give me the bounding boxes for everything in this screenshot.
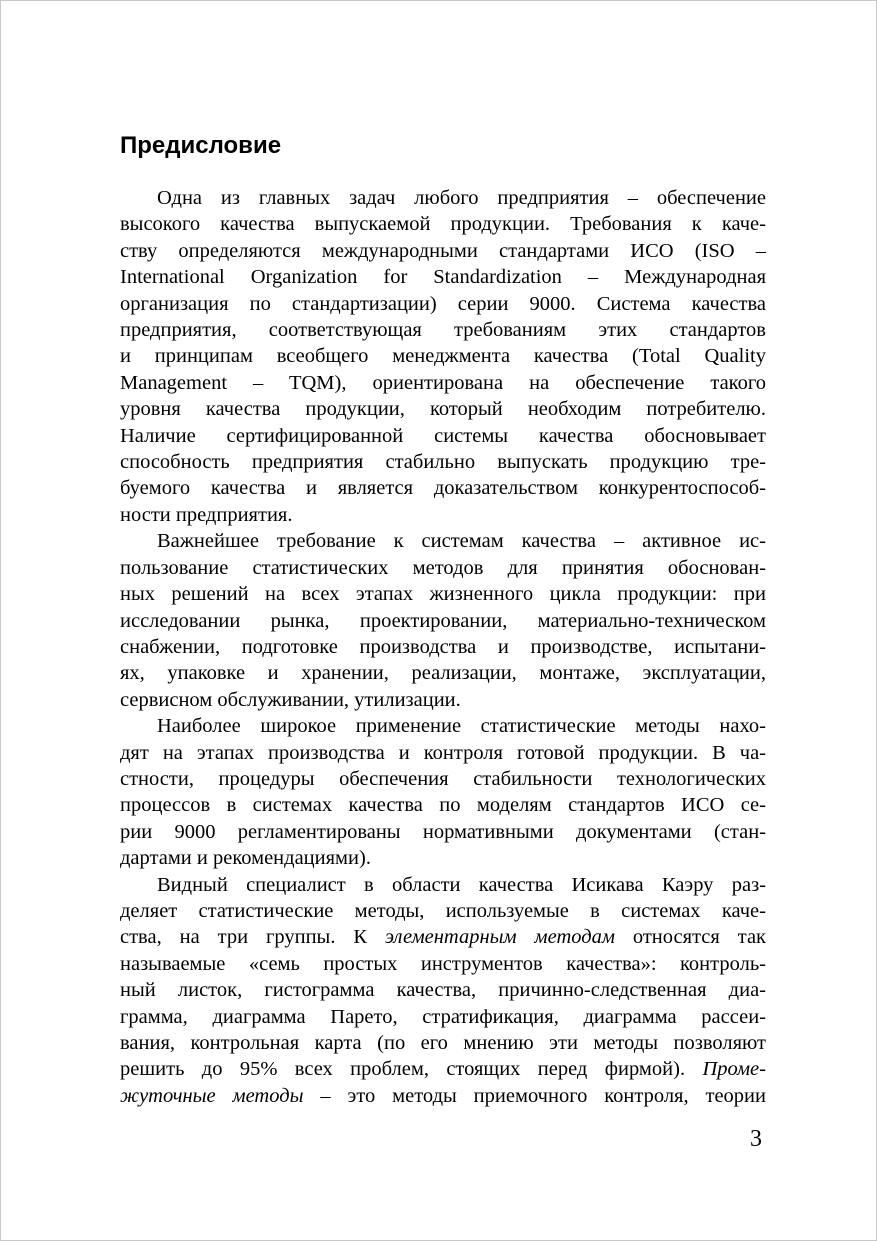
text-line: Важнейшее требование к системам качества – активное ис- [157,530,766,553]
text-line: жуточные методы – это методы приемочного контроля, теории [120,1084,767,1107]
text-line: ях, упаковке и хранении, реализации, монтаже, эксплуатации, [120,662,766,685]
paragraph [120,872,766,1110]
text-line: пользование статистических методов для принятия обоснован- [120,556,766,579]
italic-term: жуточные методы [120,1084,304,1107]
text-line: способность предприятия стабильно выпускать продукцию тре- [120,451,766,474]
page-number: 3 [750,1126,762,1152]
italic-term: Проме- [702,1058,766,1081]
text-line: сервисном обслуживании, утилизации. [120,688,461,711]
text-line: организация по стандартизации) серии 9000. Система качества [120,292,766,315]
text-line: исследовании рынка, проектировании, материально-техническом [120,609,766,632]
text-line: называемые «семь простых инструментов качества»: контроль- [120,952,766,975]
text-line: грамма, диаграмма Парето, стратификация, диаграмма рассеи- [120,1005,766,1028]
text-line: ный листок, гистограмма качества, причинно-следственная диа- [120,979,766,1002]
text-line: рии 9000 регламентированы нормативными документами (стан- [120,820,766,843]
text-line: Наиболее широкое применение статистические методы нахо- [157,715,766,738]
body-text [120,185,766,1109]
text-line: ства, на три группы. К элементарным методам относятся так [120,926,766,949]
text-line: стности, процедуры обеспечения стабильности технологических [120,767,766,790]
text-line: International Organization for Standardization – Международная [120,266,766,289]
paragraph [120,713,766,871]
text-line: ству определяются международными стандартами ИСО (ISO – [120,239,766,262]
text-line: высокого качества выпускаемой продукции. Требования к каче- [120,213,766,236]
text-line: снабжении, подготовке производства и производстве, испытани- [120,635,766,658]
text-line: ных решений на всех этапах жизненного цикла продукции: при [120,583,766,606]
italic-term: элементарным методам [385,926,615,949]
section-heading: Предисловие [120,132,282,159]
text-line: Видный специалист в области качества Исикава Каэру раз- [157,873,766,896]
text-line: уровня качества продукции, который необходим потребителю. [120,398,766,421]
text-line: Наличие сертифицированной системы качества обосновывает [120,424,766,447]
text-line: ности предприятия. [120,503,293,526]
text-line: буемого качества и является доказательством конкурентоспособ- [120,477,766,500]
text-line: дят на этапах производства и контроля готовой продукции. В ча- [120,741,766,764]
paragraph [120,185,766,528]
text-line: решить до 95% всех проблем, стоящих перед фирмой). Проме- [120,1058,766,1081]
text-line: дартами и рекомендациями). [120,847,371,870]
text-line: и принципам всеобщего менеджмента качества (Total Quality [120,345,766,368]
text-line: Одна из главных задач любого предприятия – обеспечение [157,187,766,209]
text-line: предприятия, соответствующая требованиям этих стандартов [120,319,766,342]
text-line: Management – TQM), ориентирована на обеспечение такого [120,371,766,394]
text-line: вания, контрольная карта (по его мнению эти методы позволяют [120,1032,766,1054]
text-line: деляет статистические методы, используемые в системах каче- [120,899,766,922]
paragraph [120,528,766,713]
text-line: процессов в системах качества по моделям стандартов ИСО се- [120,794,766,817]
